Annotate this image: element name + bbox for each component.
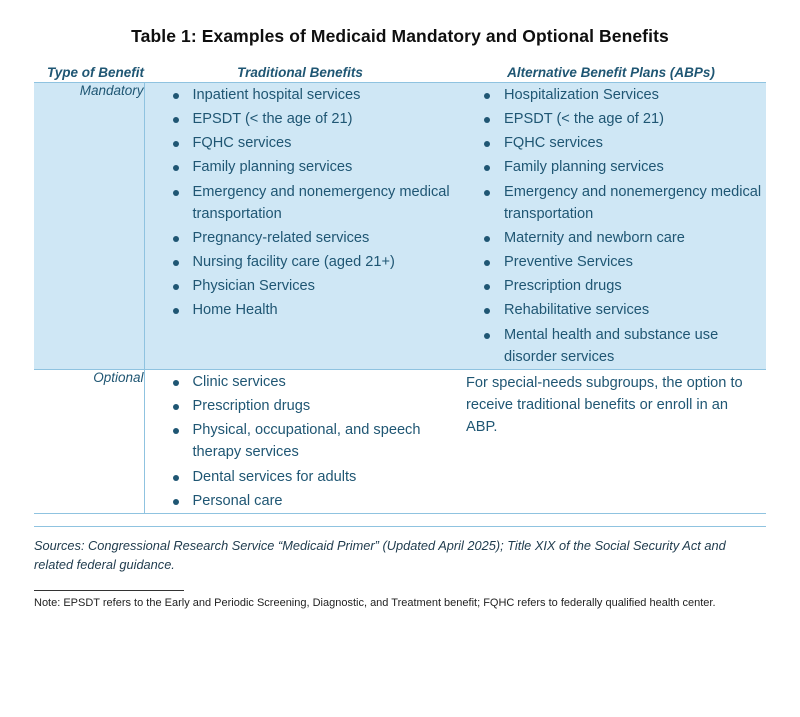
list-item: Personal care (167, 489, 457, 513)
row-label-mandatory: Mandatory (34, 82, 144, 369)
list-item: Physician Services (167, 274, 457, 298)
list-item: Emergency and nonemergency medical transportation (478, 180, 766, 226)
list-item: Pregnancy-related services (167, 226, 457, 250)
row-label-optional: Optional (34, 369, 144, 513)
list-item: EPSDT (< the age of 21) (478, 107, 766, 131)
cell-optional-traditional (144, 369, 456, 513)
list-item: FQHC services (167, 131, 457, 155)
list-item: Mental health and substance use disorder services (478, 323, 766, 369)
list-item: Maternity and newborn care (478, 226, 766, 250)
list-item: Inpatient hospital services (167, 83, 457, 107)
list-item: EPSDT (< the age of 21) (167, 107, 457, 131)
cell-mandatory-abp (456, 82, 766, 369)
source-note: Sources: Congressional Research Service “Medicaid Primer” (Updated April 2025); Title XIX of the Social Security Act and related federal guidance. (34, 526, 766, 574)
list-mandatory-traditional (145, 83, 457, 323)
cell-optional-abp (456, 369, 766, 513)
list-item: Dental services for adults (167, 465, 457, 489)
table-header-row (34, 65, 766, 82)
list-item: Nursing facility care (aged 21+) (167, 250, 457, 274)
optional-abp-text: For special-needs subgroups, the option to receive traditional benefits or enroll in an ABP. (466, 374, 743, 436)
list-mandatory-abp (456, 83, 766, 369)
list-item: Prescription drugs (478, 274, 766, 298)
list-item: Home Health (167, 298, 457, 322)
list-item: Prescription drugs (167, 394, 457, 418)
footnote-divider (34, 590, 184, 591)
column-header-type: Type of Benefit (46, 65, 144, 80)
table-row (34, 369, 766, 513)
footnote-text: Note: EPSDT refers to the Early and Periodic Screening, Diagnostic, and Treatment benefit; FQHC refers to federally qualified health center. (34, 597, 716, 610)
list-item: Preventive Services (478, 250, 766, 274)
list-optional-traditional (145, 370, 457, 513)
list-item: Rehabilitative services (478, 298, 766, 322)
cell-mandatory-traditional (144, 82, 456, 369)
column-header-abp: Alternative Benefit Plans (ABPs) (507, 65, 715, 80)
column-header-traditional: Traditional Benefits (237, 65, 363, 80)
list-item: Emergency and nonemergency medical transportation (167, 180, 457, 226)
list-item: Hospitalization Services (478, 83, 766, 107)
page-title: Table 1: Examples of Medicaid Mandatory and Optional Benefits (131, 26, 669, 46)
list-item: Clinic services (167, 370, 457, 394)
list-item: FQHC services (478, 131, 766, 155)
list-item: Physical, occupational, and speech therapy services (167, 418, 457, 464)
table-row (34, 82, 766, 369)
list-item: Family planning services (167, 155, 457, 179)
list-item: Family planning services (478, 155, 766, 179)
benefits-table (34, 65, 766, 514)
